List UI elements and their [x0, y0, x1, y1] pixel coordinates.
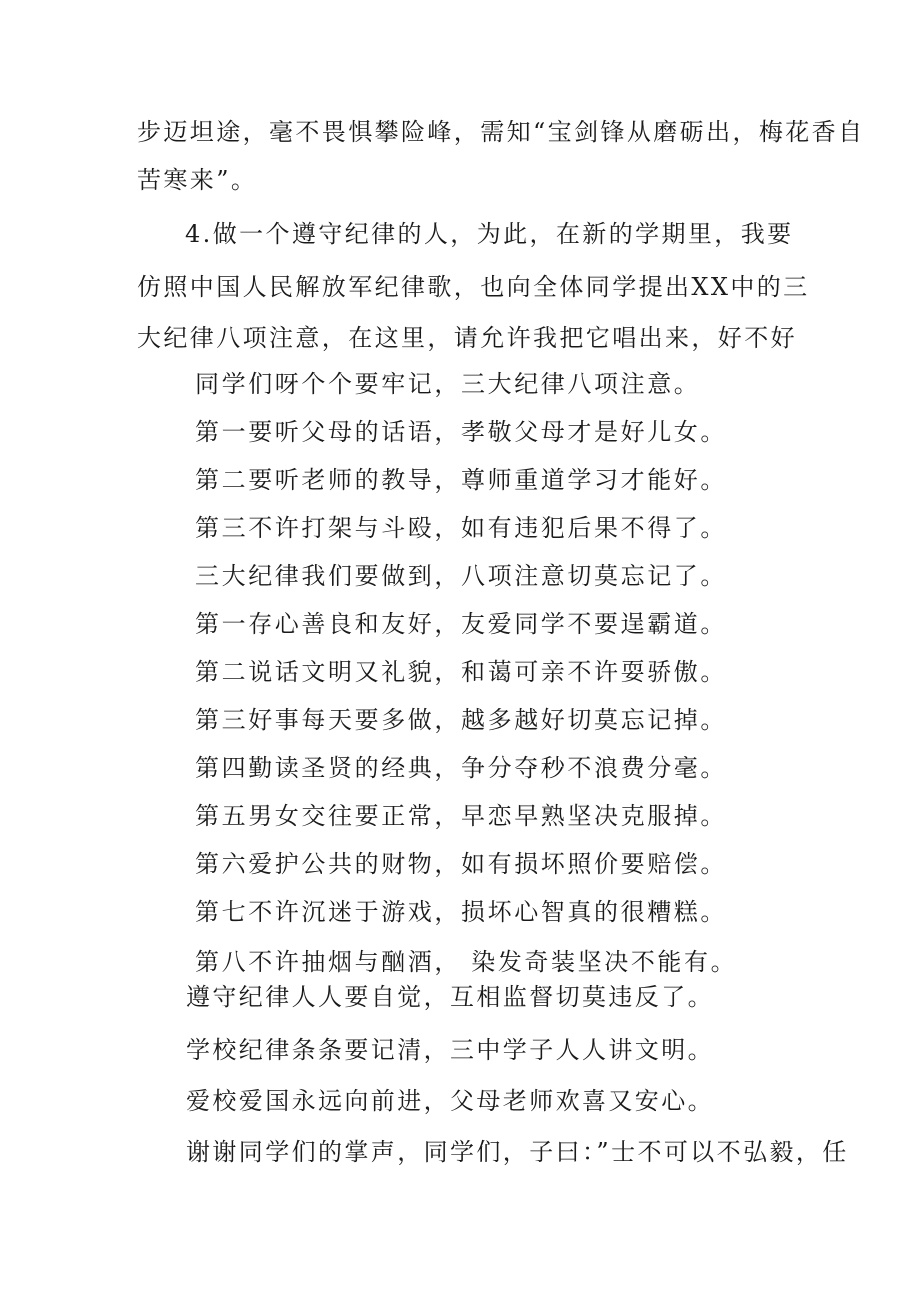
song-line: 第四勤读圣贤的经典，争分夺秒不浪费分毫。: [195, 754, 727, 782]
song-line: 第二说话文明又礼貌，和蔼可亲不许耍骄傲。: [195, 658, 727, 686]
song-line: 三大纪律我们要做到，八项注意切莫忘记了。: [195, 562, 727, 590]
song-line: 第八不许抽烟与酗酒， 染发奇装坚决不能有。: [195, 948, 738, 976]
song-line: 第五男女交往要正常，早恋早熟坚决克服掉。: [195, 802, 727, 830]
song-line: 第三好事每天要多做，越多越好切莫忘记掉。: [195, 706, 727, 734]
paragraph-line: 步迈坦途，毫不畏惧攀险峰，需知“宝剑锋从磨砺出，梅花香自: [137, 118, 865, 146]
song-line: 第六爱护公共的财物，如有损坏照价要赔偿。: [195, 850, 727, 878]
song-line: 第三不许打架与斗殴，如有违犯后果不得了。: [195, 514, 727, 542]
paragraph-line: 仿照中国人民解放军纪律歌，也向全体同学提出XX中的三: [137, 273, 810, 301]
closing-line: 谢谢同学们的掌声，同学们，子曰：”士不可以不弘毅，任: [186, 1138, 849, 1166]
paragraph-line: 大纪律八项注意，在这里，请允许我把它唱出来，好不好: [137, 324, 797, 352]
paragraph-line: 苦寒来”。: [137, 166, 258, 194]
song-line: 第一存心善良和友好，友爱同学不要逞霸道。: [195, 610, 727, 638]
song-line: 同学们呀个个要牢记，三大纪律八项注意。: [195, 370, 701, 398]
paragraph-line: 4.做一个遵守纪律的人，为此，在新的学期里，我要: [185, 220, 794, 248]
closing-line: 遵守纪律人人要自觉，互相监督切莫违反了。: [186, 983, 714, 1011]
closing-line: 学校纪律条条要记清，三中学子人人讲文明。: [186, 1036, 714, 1064]
song-line: 第七不许沉迷于游戏，损坏心智真的很糟糕。: [195, 898, 727, 926]
song-line: 第一要听父母的话语，孝敬父母才是好儿女。: [195, 418, 727, 446]
song-line: 第二要听老师的教导，尊师重道学习才能好。: [195, 466, 727, 494]
closing-line: 爱校爱国永远向前进，父母老师欢喜又安心。: [186, 1087, 714, 1115]
